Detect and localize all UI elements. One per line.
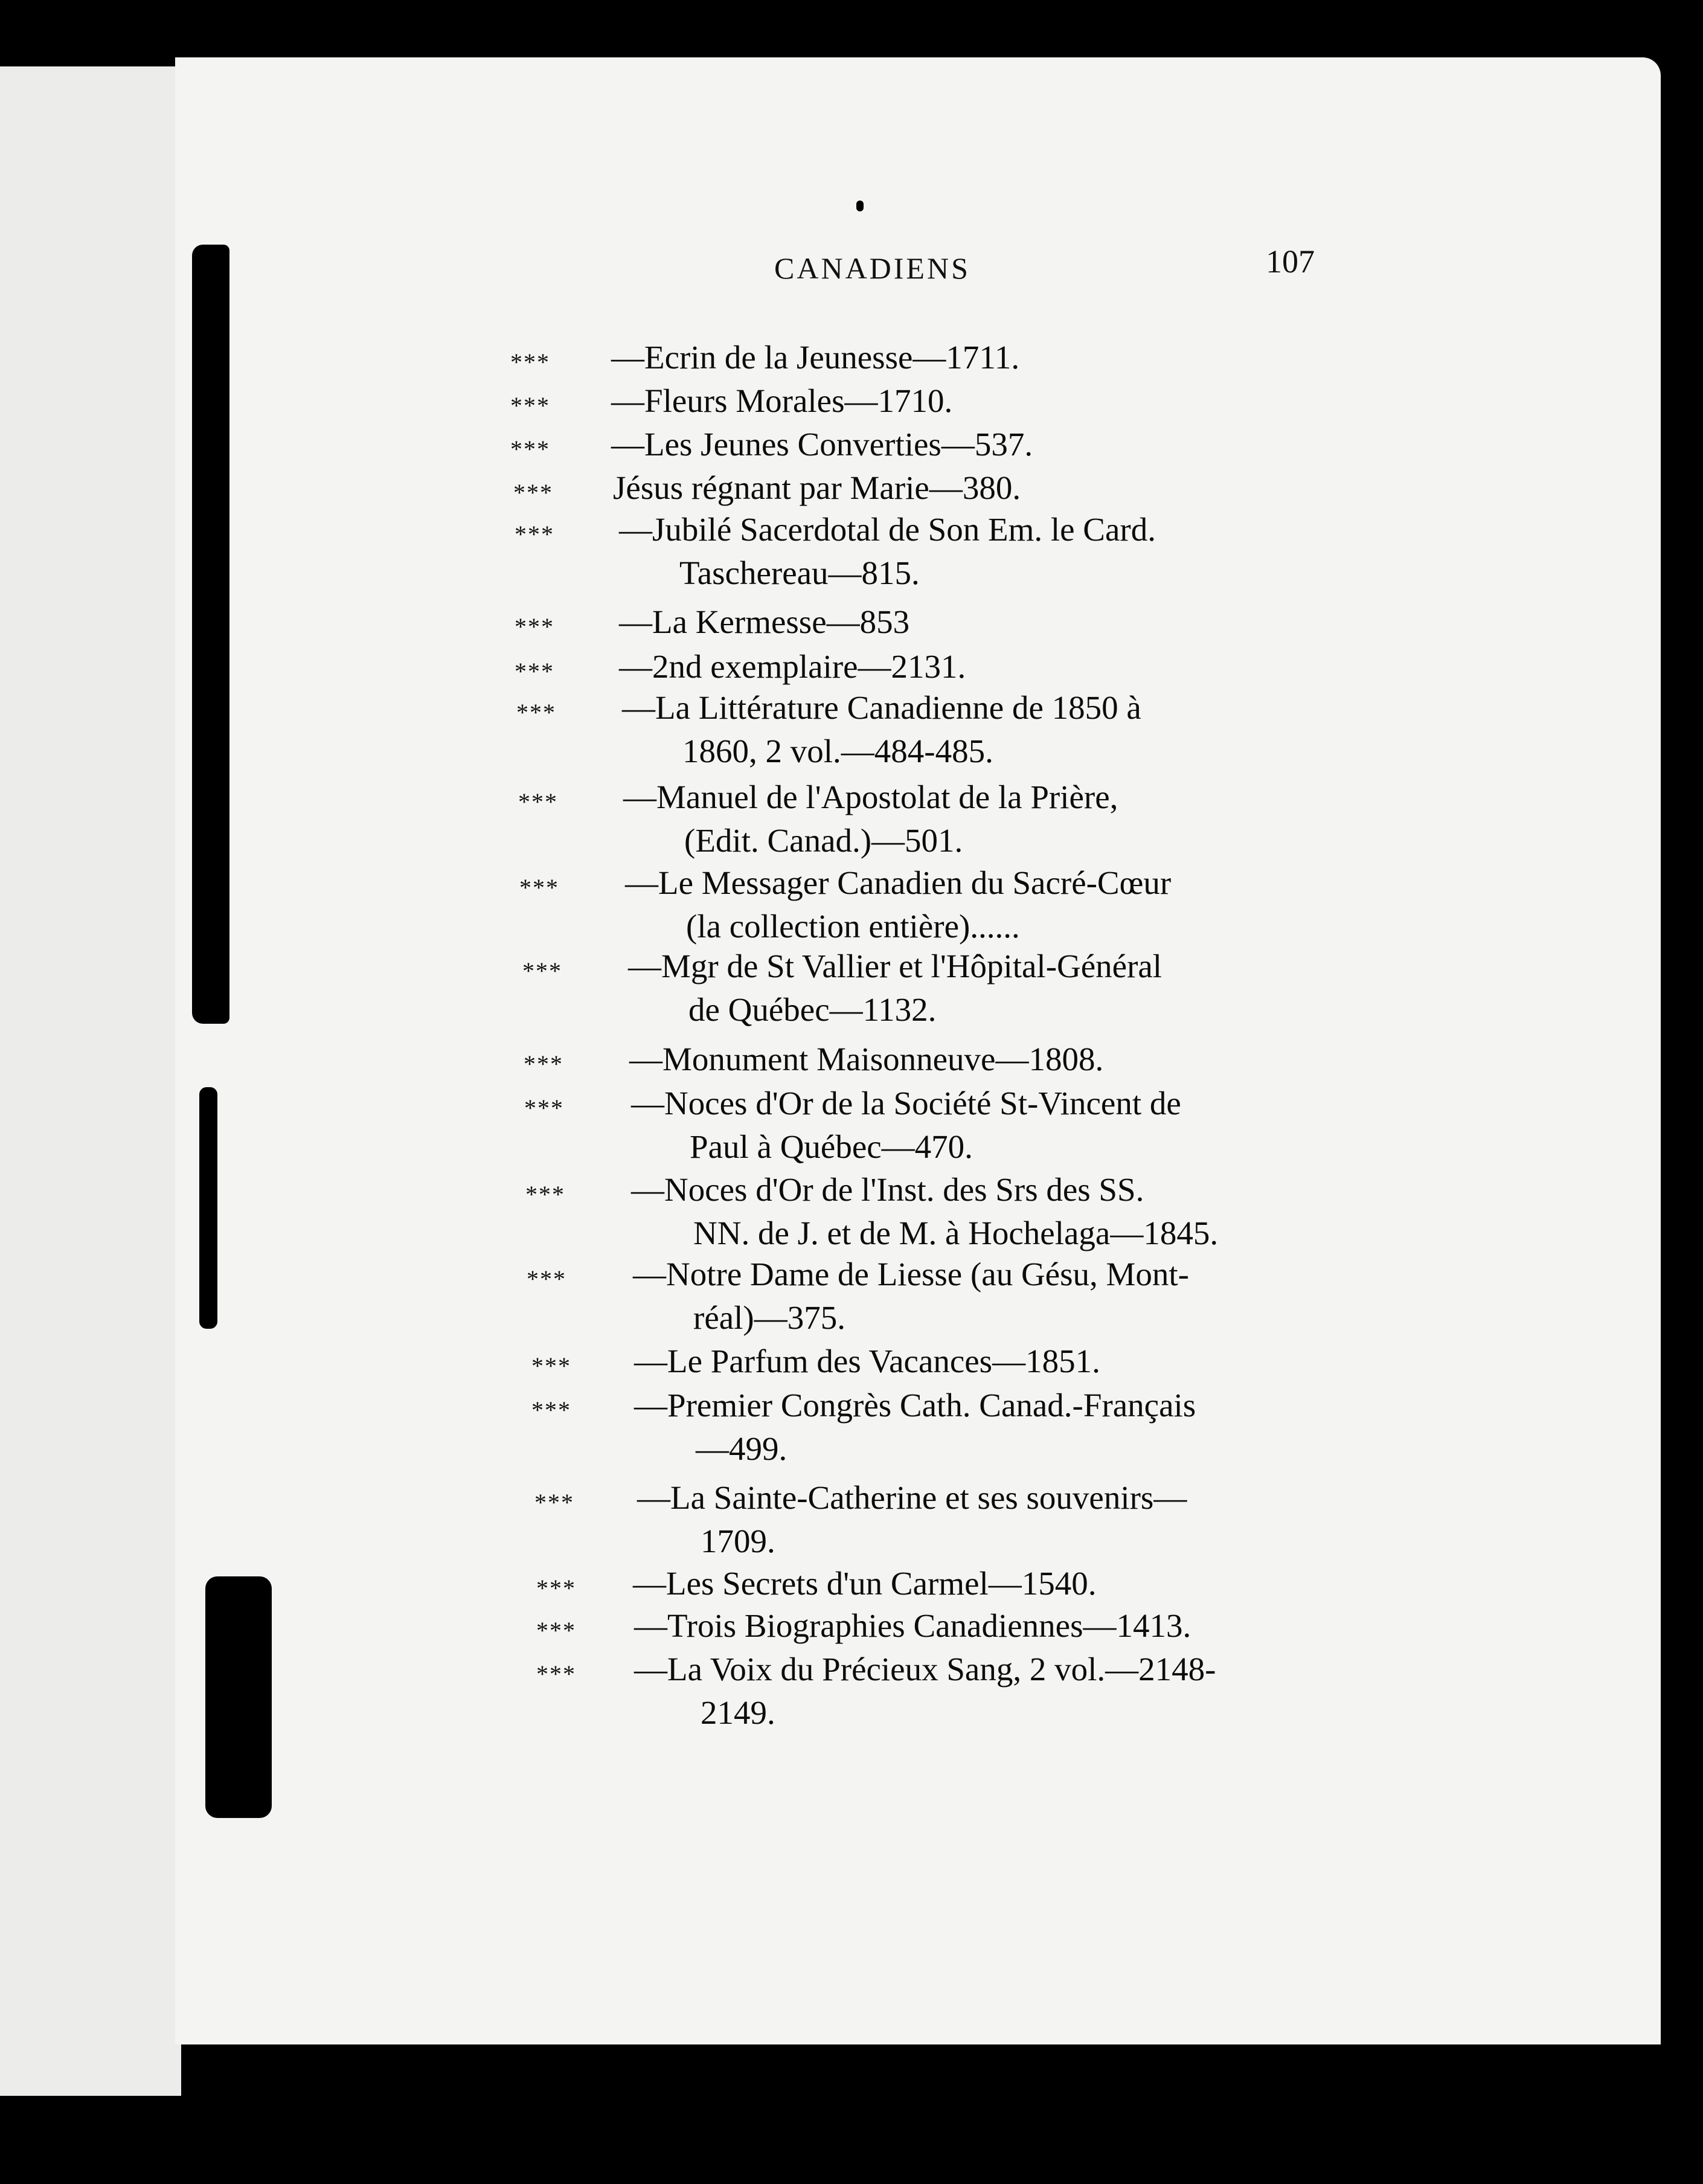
entry-stars: *** (510, 348, 550, 376)
entry-continuation: 1860, 2 vol.—484-485. (682, 733, 993, 769)
entry-title: —La Sainte-Catherine et ses souvenirs— (637, 1479, 1187, 1516)
entry-continuation: (Edit. Canad.)—501. (684, 822, 963, 859)
entry-title: —Le Messager Canadien du Sacré-Cœur (625, 864, 1172, 901)
entry-stars: *** (524, 1050, 563, 1078)
entry-stars: *** (510, 392, 550, 419)
ink-dot (856, 201, 864, 211)
list-item (0, 1171, 1703, 1255)
entry-continuation: 1709. (701, 1523, 775, 1559)
entry-title: —Mgr de St Vallier et l'Hôpital-Général (628, 948, 1163, 984)
entry-stars: *** (516, 699, 556, 726)
entry-stars: *** (531, 1396, 571, 1424)
entry-title: —Le Parfum des Vacances—1851. (634, 1343, 1100, 1379)
entry-title: —Noces d'Or de la Société St-Vincent de (631, 1085, 1181, 1122)
entry-title: —Ecrin de la Jeunesse—1711. (611, 339, 1020, 376)
list-item (0, 510, 1703, 595)
running-header: CANADIENS (774, 251, 970, 285)
entry-stars: *** (536, 1617, 576, 1644)
entry-title: —Notre Dame de Liesse (au Gésu, Mont- (633, 1256, 1189, 1293)
page-number: 107 (1266, 243, 1315, 280)
entry-continuation: —499. (696, 1430, 787, 1467)
list-item (0, 864, 1703, 948)
entry-continuation: (la collection entière)...... (686, 908, 1020, 945)
list-item (0, 1479, 1703, 1563)
entry-title: —Trois Biographies Canadiennes—1413. (634, 1607, 1191, 1644)
entry-title: —Monument Maisonneuve—1808. (629, 1041, 1104, 1078)
entry-stars: *** (515, 521, 554, 548)
list-item (0, 1255, 1703, 1340)
entry-stars: *** (525, 1181, 565, 1208)
list-item (0, 1084, 1703, 1169)
entry-continuation: NN. de J. et de M. à Hochelaga—1845. (693, 1215, 1219, 1251)
entry-title: —Premier Congrès Cath. Canad.-Français (634, 1387, 1196, 1424)
entry-stars: *** (524, 1094, 564, 1122)
entry-stars: *** (515, 658, 554, 685)
list-item (0, 689, 1703, 773)
entry-title: —2nd exemplaire—2131. (619, 648, 966, 685)
entry-continuation: Taschereau—815. (679, 554, 920, 591)
entry-continuation: 2149. (701, 1694, 775, 1731)
entry-title: —Fleurs Morales—1710. (611, 382, 953, 419)
entry-stars: *** (531, 1352, 571, 1379)
entry-stars: *** (536, 1575, 576, 1602)
entry-title: —La Littérature Canadienne de 1850 à (622, 689, 1141, 726)
entry-title: —Manuel de l'Apostolat de la Prière, (623, 779, 1118, 815)
entry-title: —La Kermesse—853 (619, 603, 910, 640)
entry-stars: *** (510, 435, 550, 463)
entry-continuation: Paul à Québec—470. (690, 1128, 973, 1165)
entry-title: —Les Secrets d'un Carmel—1540. (633, 1565, 1097, 1602)
entry-stars: *** (518, 788, 558, 815)
entry-stars: *** (513, 479, 553, 506)
entry-stars: *** (515, 613, 554, 640)
entry-continuation: réal)—375. (693, 1299, 845, 1336)
entry-title: —Noces d'Or de l'Inst. des Srs des SS. (631, 1171, 1144, 1208)
entry-continuation: de Québec—1132. (688, 991, 937, 1028)
list-item (0, 1386, 1703, 1471)
entry-stars: *** (519, 874, 559, 901)
entry-title: —Jubilé Sacerdotal de Son Em. le Card. (619, 511, 1156, 548)
entry-stars: *** (522, 957, 562, 984)
entry-title: Jésus régnant par Marie—380. (613, 469, 1021, 506)
list-item (0, 1650, 1703, 1735)
list-item (0, 947, 1703, 1032)
entry-stars: *** (527, 1265, 566, 1293)
entry-title: —Les Jeunes Converties—537. (611, 426, 1033, 463)
entry-stars: *** (536, 1660, 576, 1688)
entry-title: —La Voix du Précieux Sang, 2 vol.—2148- (634, 1651, 1216, 1688)
entry-stars: *** (534, 1489, 574, 1516)
list-item (0, 778, 1703, 862)
